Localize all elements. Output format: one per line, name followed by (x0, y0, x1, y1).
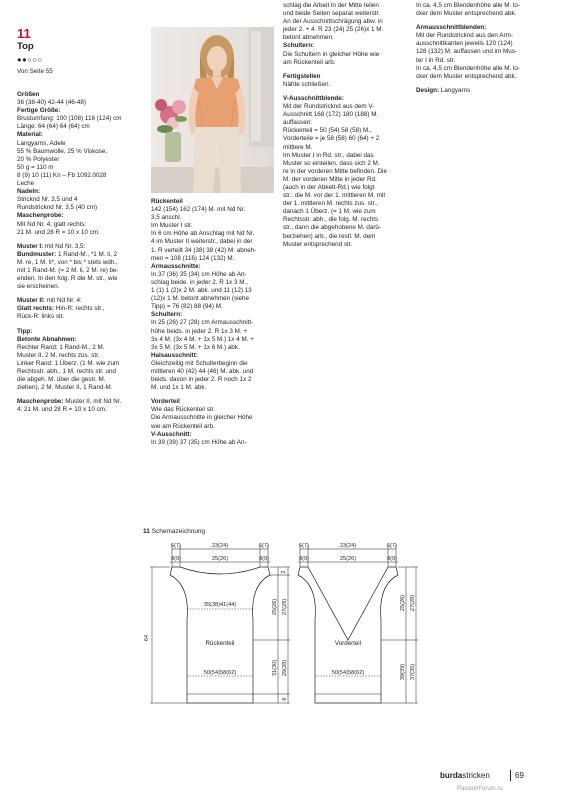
text-line: schlag beide. in jeder 2. R 1x 3 M., (151, 278, 248, 286)
text-line: cker dem Muster entsprechend abk. (416, 72, 517, 80)
text-line: und beide Seiten separat weiterstr. (283, 10, 380, 18)
text-line: Die Schultern in gleicher Höhe wie (283, 50, 380, 58)
text-line: Die Armausschnitte in gleicher Höhe (151, 414, 253, 422)
section-heading: Schultern: (151, 311, 183, 319)
labeled-line (416, 87, 546, 95)
text-line: 50 g = 110 m (17, 163, 54, 171)
section-heading: Armausschnitte: (151, 262, 201, 270)
line-text: Muster II, mit Nd Nr. (65, 398, 122, 406)
back-side-b: 29(28) (282, 659, 288, 677)
model-photo (151, 27, 274, 193)
text-line: re in der vorderen Mitte befinden. Die (283, 167, 387, 175)
text-line: M. re, 1 M. li*, von * bis * stets wdh., (17, 258, 118, 266)
back-sub-left: 8(9) (171, 556, 181, 562)
back-top-left: 6(7) (171, 543, 181, 549)
section-heading: Armausschnittblenden: (416, 24, 487, 32)
text-line: Brustumfang: 100 (108) 116 (124) cm (17, 115, 122, 123)
brand-bold: burda (440, 771, 463, 780)
text-line: Mit Nd Nr. 4, glatt rechts: (17, 220, 87, 228)
text-line: In ca. 4,5 cm Blendenhöhe alle M. lo- (416, 64, 520, 72)
text-line: mittleren 40 (42) 44 (46) M. abk. und (151, 367, 254, 375)
section-heading: Maschenprobe: (17, 212, 64, 220)
front-side-a: 39(39) (400, 663, 406, 681)
section-heading: Schultern: (283, 42, 315, 50)
text-line: Mit der Rundstricknd aus dem V- (283, 103, 375, 111)
text-line: Leche (17, 180, 35, 188)
text-line: An der Ausschnittschrägung abw. in (283, 18, 383, 26)
text-line: Linker Rand: 1 Überz. (1 M. wie zum (17, 359, 120, 367)
text-line: Muster entsprechend str. (283, 240, 353, 248)
text-line: In 37 (36) 35 (34) cm Höhe ab An- (151, 270, 247, 278)
front-piece-outline (298, 567, 398, 703)
line-label: Design: (416, 86, 441, 94)
line-text: mit Nd Nr. 3,5: (45, 242, 86, 250)
front-side-b: 37(35) (410, 663, 416, 681)
section-heading: Größen (17, 91, 40, 98)
back-sub-right: 8(9) (259, 556, 269, 562)
text-line: In 6 cm Höhe ab Anschlag mit Nd Nr. (151, 230, 255, 238)
text-line: die abgeh. M. über die gestr. M. (17, 376, 106, 384)
labeled-line (17, 398, 145, 406)
text-line: Im Muster I in Rd. str., dabei das (283, 151, 374, 159)
text-line: betont abnehmen. (283, 34, 334, 42)
text-line: Stricknd Nr. 3,5 und 4 (17, 196, 78, 204)
text-line: 142 (154) 162 (174) M. mit Nd Nr. (151, 206, 246, 214)
section-heading: Fertigstellen (283, 72, 321, 80)
line-text: Langyarns (440, 86, 471, 94)
line-label: Muster I: (17, 242, 45, 250)
text-line: 1 (1) 1 (2)x 2 M. abk. und 11 (12) 13 (151, 287, 252, 295)
text-line: Vorderteile = je 58 (58) 60 (64) + 2 (283, 135, 380, 143)
magazine-brand (440, 771, 490, 780)
text-line: men = 108 (116) 124 (132) M. (151, 254, 235, 262)
text-line: Langyarns, Adele (17, 139, 66, 147)
text-line: 4: 21 M. und 28 R = 10 x 10 cm. (17, 406, 107, 414)
line-text: Hin-R: rechts str., (55, 305, 105, 313)
line-label: Maschenprobe: (17, 398, 66, 406)
back-neck-drop: 2 (281, 570, 287, 574)
text-line: schlag die Arbeit in der Mitte teilen (283, 2, 379, 9)
section-heading: Vorderteil (151, 398, 180, 406)
line-label: Muster II: (17, 297, 47, 305)
instructions-column-2 (151, 198, 279, 447)
pattern-title: Top (17, 41, 34, 52)
brand-rest: stricken (462, 771, 490, 780)
front-hem: 50(54)58(62) (331, 670, 365, 676)
schema-number: 11 (143, 528, 150, 535)
labeled-line (17, 251, 145, 259)
front-label: Vorderteil (334, 640, 362, 647)
front-arm-a: 25(26) (400, 594, 406, 612)
schema-label: Schemazeichnung (151, 528, 206, 535)
section-heading: Halsausschnitt: (151, 351, 198, 359)
section-heading: Nadeln: (17, 188, 41, 196)
from-page: Von Seite 55 (17, 68, 53, 75)
text-line: (12)x 1 M. betont abnehmen (siehe (151, 295, 250, 303)
text-line: wie am Rückenteil arb. (151, 422, 215, 430)
section-heading: Material: (17, 131, 43, 139)
front-dimension-lines (298, 545, 418, 703)
text-line: Nähte schließen. (283, 80, 331, 88)
text-line: In 39 (39) 37 (35) cm Höhe ab An- (151, 438, 247, 446)
text-line: Rundstricknd Nr. 3,5 (40 cm) (17, 204, 98, 212)
text-line: der 1. mittleren M. rechts zus. str., (283, 200, 378, 208)
text-line: ausschnittkanten jeweils 120 (124) (416, 40, 513, 48)
text-line: M. der vorderen Mitte in jeder Rd. (283, 175, 377, 183)
text-line: (auch in der Abkett-Rd.) wie folgt (283, 183, 375, 191)
text-line: str.: die M. vor der 1. mittleren M. mit (283, 192, 386, 200)
line-label: Bundmuster: (17, 250, 58, 258)
instructions-column-4 (416, 2, 546, 95)
pattern-number: 11 (17, 26, 31, 41)
text-line: 21 M. und 28 R = 10 x 10 cm. (17, 228, 100, 236)
text-line: M. und 1x 1 M. abk. (151, 384, 207, 392)
labeled-line (17, 305, 145, 313)
section-heading: Rückenteil (151, 198, 183, 205)
text-line: 1. R verteilt 34 (38) 38 (42) M. abneh- (151, 246, 257, 254)
section-heading: Betonte Abnahmen: (17, 335, 77, 343)
text-line: 4 im Muster II weiterstr., dabei in der (151, 238, 253, 246)
text-line: Tipp) = 76 (82) 88 (94) M. (151, 303, 223, 311)
text-line: Rechtsstr. abh., die folg. M. rechts (283, 216, 379, 224)
text-line: In 25 (26) 27 (28) cm Armausschnitt- (151, 319, 254, 327)
text-line: 3,5 anschl. (151, 214, 182, 222)
back-piece-outline (170, 567, 270, 703)
text-line: am Rückenteil arb. (283, 58, 336, 66)
section-heading: Tipp: (17, 327, 33, 335)
back-chest: 35(38)41(44) (203, 602, 237, 608)
schema-caption (143, 528, 205, 535)
section-heading: V-Ausschnitt: (151, 430, 192, 438)
text-line: str., dann die abgehobene M. darü- (283, 224, 382, 232)
instructions-column-1 (17, 91, 145, 414)
line-text: mit Nd Nr. 4: (46, 297, 82, 305)
text-line: 8 (9) 10 (11) Kn – Fb 1092.0028 (17, 171, 107, 179)
text-line: Gleichzeitig mit Schulterbeginn die (151, 359, 248, 367)
front-top-mid: 23(24) (339, 543, 357, 549)
text-line: Länge: 64 (64) 64 (64) cm (17, 123, 90, 131)
text-line: ziehen), 2 M. Muster II, 1 Rand-M. (17, 384, 113, 392)
text-line: Mit der Rundstricknd aus den Arm- (416, 32, 513, 40)
text-line: höhe beids. in jeder 2. R 1x 3 M. + (151, 327, 248, 335)
footer-divider (510, 770, 511, 781)
difficulty-rating: ●●○○○ (17, 55, 43, 64)
front-top-right: 6(7) (387, 543, 397, 549)
back-top-mid: 23(24) (211, 543, 229, 549)
back-arm-b: 27(28) (282, 598, 288, 616)
back-sub-mid: 25(26) (211, 556, 229, 562)
text-line: In ca. 4,5 cm Blendenhöhe alle M. lo- (416, 2, 520, 9)
labeled-line (17, 243, 145, 251)
text-line: 20 % Polyester (17, 155, 60, 163)
page-number: 69 (515, 771, 524, 780)
watermark: PassionForum.ru (457, 786, 503, 792)
front-sub-mid: 25(26) (339, 556, 357, 562)
back-total-height: 64 (144, 634, 150, 642)
text-line: 3x 4 M. (3x 4 M. + 1x 5 M.) 1x 4 M. + (151, 335, 254, 343)
header (17, 27, 137, 76)
text-line: mit 1 Rand-M. (= 2 M. li, 2 M. re) be- (17, 266, 119, 274)
front-sub-right: 8(9) (387, 556, 397, 562)
text-line: 55 % Baumwolle, 25 % Viskose, (17, 147, 108, 155)
text-line: sie erscheinen. (17, 283, 60, 291)
text-line: mittlere M. (283, 143, 313, 151)
text-line: jeder 2. + 4. R 23 (24) 25 (26)x 1 M. (283, 26, 384, 34)
front-top-left: 6(7) (299, 543, 309, 549)
text-line: Rückenteil = 50 (54) 58 (58) M., (283, 127, 372, 135)
text-line: Wie das Rückenteil str. (151, 406, 216, 414)
text-line: Im Muster I str. (151, 222, 193, 230)
back-arm-a: 25(26) (272, 598, 278, 616)
text-line: 3x 5 M. (3x 5 M. + 1x 6 M.) abk. (151, 343, 240, 351)
front-sub-left: 8(9) (299, 556, 309, 562)
section-heading: V-Ausschnittblende: (283, 94, 344, 102)
text-line: auffassen: (283, 119, 312, 127)
labeled-line (17, 297, 145, 305)
section-heading: Fertige Größe: (17, 107, 61, 115)
text-line: Rück-R: links str. (17, 313, 65, 321)
text-line: berziehen) arb., die restl. M. dem (283, 232, 376, 240)
line-text: 1 Rand-M., *1 M. li, 2 (57, 250, 118, 258)
front-arm-b: 27(28) (410, 594, 416, 612)
back-top-right: 6(7) (259, 543, 269, 549)
back-label: Rückenteil (205, 640, 235, 647)
text-line: ter I in Rd. str. (416, 56, 456, 64)
text-line: 128 (132) M. auffassen und im Mus- (416, 48, 518, 56)
text-line: cker dem Muster entsprechend abk. (416, 10, 517, 18)
text-line: enden. In den folg. R die M. str., wie (17, 275, 118, 283)
text-line: Muster so einteilen, dass sich 2 M. (283, 159, 380, 167)
text-line: Ausschnitt 168 (172) 180 (188) M. (283, 111, 379, 119)
back-dimension-lines (150, 545, 290, 703)
back-rib: 6 (282, 697, 288, 701)
text-line: Rechter Rand: 1 Rand-M., 2 M. (17, 343, 105, 351)
back-side-a: 31(30) (272, 659, 278, 677)
back-hem: 50(54)58(62) (203, 670, 237, 676)
text-line: Rechtsstr. abh., 1 M. rechts str. und (17, 368, 117, 375)
text-line: 36 (38-40) 42-44 (46-48) (17, 99, 86, 107)
text-line: beids. davon in jeder 2. R noch 1x 2 (151, 376, 252, 384)
line-label: Glatt rechts: (17, 305, 56, 313)
instructions-column-3 (283, 2, 411, 249)
text-line: danach 1 Überz. (= 1 M. wie zum (283, 208, 376, 216)
text-line: Muster II, 2 M. rechts zus. str. (17, 351, 100, 359)
